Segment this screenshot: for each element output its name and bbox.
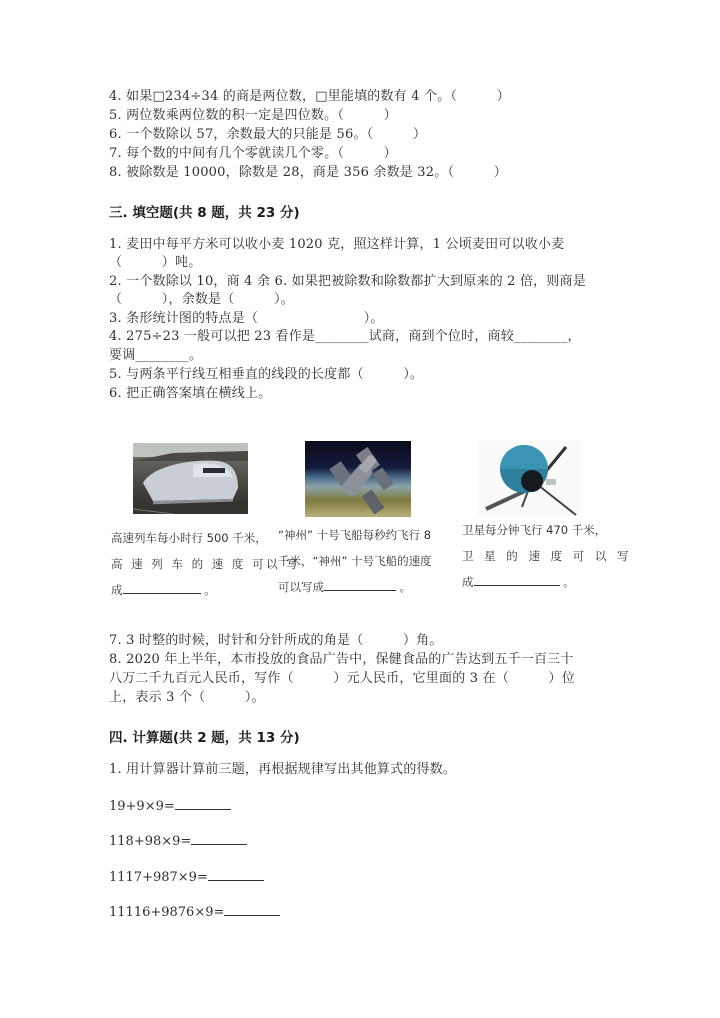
satellite-caption (462, 517, 632, 595)
fill-item-8-line-1: 8. 2020 年上半年，本市投放的食品广告中，保健食品的广告达到五千一百三十 (109, 652, 574, 667)
fill-item-4-line-2: 要调________。 (109, 348, 203, 363)
fill-item-8-line-2: 八万二千九百元人民币，写作（ ）元人民币，它里面的 3 在（ ）位 (109, 671, 575, 686)
satellite-answer-blank[interactable] (474, 573, 560, 586)
judge-item-6: 6. 一个数除以 57，余数最大的只能是 56。（ ） (109, 127, 427, 142)
judge-item-4: 4. 如果□234÷34 的商是两位数，□里能填的数有 4 个。（ ） (109, 89, 510, 104)
fill-item-3: 3. 条形统计图的特点是（ ）。 (109, 311, 384, 326)
spacecraft-caption-line-2: 千米，“神州” 十号飞船的速度 (278, 554, 432, 568)
fill-item-4-line-1: 4. 275÷23 一般可以把 23 看作是________试商，商到个位时，商较________， (109, 329, 581, 344)
fill-item-7: 7. 3 时整的时候，时针和分针所成的角是（ ）角。 (109, 633, 443, 648)
judge-item-7: 7. 每个数的中间有几个零就读几个零。（ ） (109, 146, 397, 161)
equation-1: 19+9×9= (109, 797, 231, 814)
spacecraft-answer-blank[interactable] (324, 578, 396, 591)
judge-item-5: 5. 两位数乘两位数的积一定是四位数。（ ） (109, 108, 397, 123)
train-answer-blank[interactable] (123, 581, 201, 594)
train-caption-line-1: 高速列车每小时行 500 千米， (111, 531, 267, 545)
equation-1-blank[interactable] (175, 797, 231, 810)
fill-item-6: 6. 把正确答案填在横线上。 (109, 386, 272, 401)
section-3-heading: 三. 填空题(共 8 题，共 23 分) (109, 205, 300, 221)
section-4-heading: 四. 计算题(共 2 题，共 13 分) (109, 730, 300, 746)
calc-item-1-intro: 1. 用计算器计算前三题，再根据规律写出其他算式的得数。 (109, 762, 457, 777)
spacecraft-caption-line-3: 可以写成 。 (278, 580, 412, 594)
shenzhou-spacecraft-photo (305, 441, 411, 517)
train-caption (111, 525, 300, 603)
equation-4: 11116+9876×9= (109, 903, 280, 920)
spacecraft-caption (278, 522, 432, 600)
equation-4-blank[interactable] (224, 903, 280, 916)
train-caption-line-2: 高 速 列 车 的 速 度 可以 写 (111, 557, 301, 571)
fill-item-2-line-1: 2. 一个数除以 10，商 4 余 6. 如果把被除数和除数都扩大到原来的 2 倍，则商是 (109, 274, 586, 289)
fill-item-1-line-2: （ ）吨。 (109, 255, 202, 270)
equation-2: 118+98×9= (109, 832, 247, 849)
train-caption-line-3: 成 。 (111, 583, 216, 597)
high-speed-train-photo (133, 443, 248, 514)
equation-2-blank[interactable] (191, 832, 247, 845)
satellite-photo (478, 441, 581, 517)
fill-item-5: 5. 与两条平行线互相垂直的线段的长度都（ ）。 (109, 367, 424, 382)
equation-3: 1117+987×9= (109, 868, 264, 885)
equation-3-blank[interactable] (208, 868, 264, 881)
satellite-caption-line-2: 卫 星 的 速 度 可 以 写 (462, 549, 633, 563)
judge-item-8: 8. 被除数是 10000，除数是 28，商是 356 余数是 32。（ ） (109, 165, 507, 180)
satellite-caption-line-1: 卫星每分钟飞行 470 千米， (462, 523, 607, 537)
spacecraft-caption-line-1: “神州” 十号飞船每秒约飞行 8 (278, 528, 432, 542)
fill-item-1-line-1: 1. 麦田中每平方米可以收小麦 1020 克，照这样计算，1 公顷麦田可以收小麦 (109, 237, 565, 252)
satellite-caption-line-3: 成 。 (462, 575, 575, 589)
fill-item-2-line-2: （ ），余数是（ ）。 (109, 292, 295, 307)
fill-item-8-line-3: 上，表示 3 个（ ）。 (109, 690, 265, 705)
